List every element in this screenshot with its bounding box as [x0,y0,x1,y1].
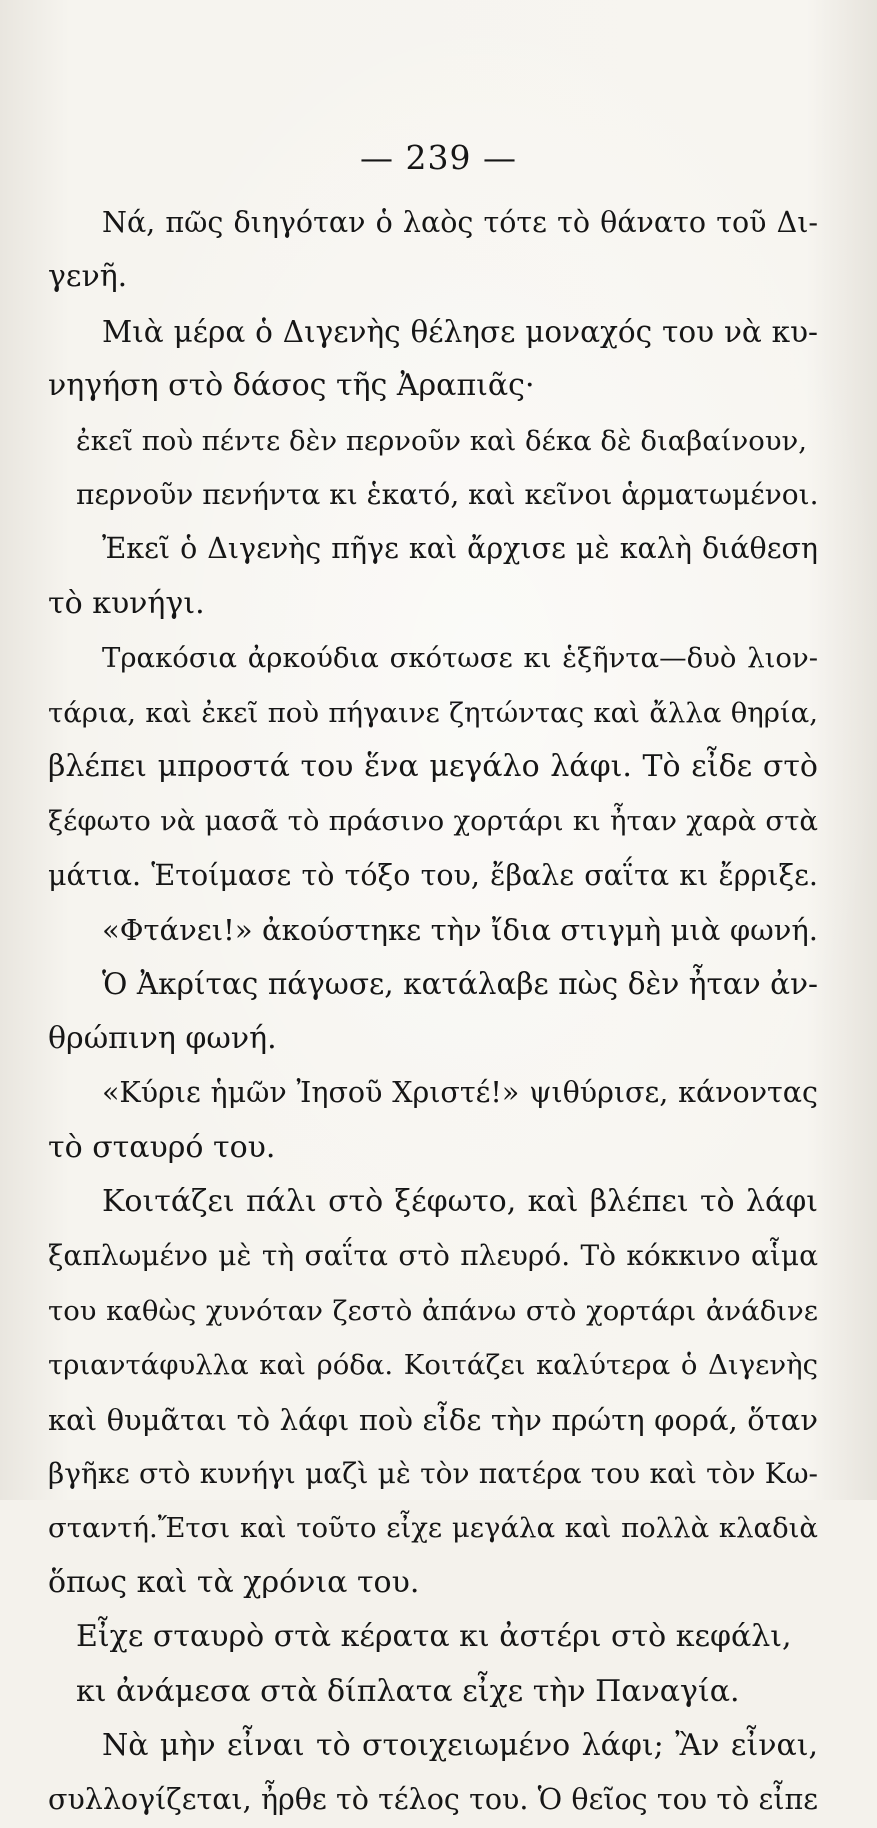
text-line: σταντή.Ἔτσι καὶ τοῦτο εἶχε μεγάλα καὶ πολλὰ κλαδιὰ [48,1512,818,1545]
text-line: νηγήση στὸ δάσος τῆς Ἀραπιᾶς· [48,368,535,404]
text-line: ὅπως καὶ τὰ χρόνια του. [48,1564,420,1600]
page-number: — 239 — [360,138,517,177]
text-line: κι ἀνάμεσα στὰ δίπλατα εἶχε τὴν Παναγία. [76,1673,740,1709]
text-line: Τρακόσια ἀρκούδια σκότωσε κι ἑξῆντα—δυὸ λιον- [102,642,818,675]
text-line: Κοιτάζει πάλι στὸ ξέφωτο, καὶ βλέπει τὸ λάφι [102,1184,818,1220]
text-line: Νὰ μὴν εἶναι τὸ στοιχειωμένο λάφι; Ἂν εἶναι, [102,1727,818,1763]
text-line: ξαπλωμένο μὲ τὴ σαΐτα στὸ πλευρό. Τὸ κόκκινο αἷμα [48,1239,818,1273]
text-line: περνοῦν πενήντα κι ἑκατό, καὶ κεῖνοι ἁρματωμένοι. [76,477,819,511]
text-line: συλλογίζεται, ἦρθε τὸ τέλος του. Ὁ θεῖος του τὸ εἶπε [48,1783,818,1817]
text-line: Εἶχε σταυρὸ στὰ κέρατα κι ἀστέρι στὸ κεφάλι, [76,1619,792,1655]
text-line: Μιὰ μέρα ὁ Διγενὴς θέλησε μοναχός του νὰ κυ- [102,314,818,349]
text-line: βλέπει μπροστά του ἕνα μεγάλο λάφι. Τὸ εἶδε στὸ [48,748,818,784]
text-line: βγῆκε στὸ κυνήγι μαζὶ μὲ τὸν πατέρα του καὶ τὸν Κω- [48,1456,818,1490]
text-line: τριαντάφυλλα καὶ ρόδα. Κοιτάζει καλύτερα ὁ Διγενὴς [48,1349,818,1382]
text-line: «Φτάνει!» ἀκούστηκε τὴν ἴδια στιγμὴ μιὰ φωνή. [102,913,818,948]
text-line: θρώπινη φωνή. [48,1020,277,1056]
text-line: ἐκεῖ ποὺ πέντε δὲν περνοῦν καὶ δέκα δὲ διαβαίνουν, [76,424,808,457]
text-line: τὸ σταυρό του. [48,1129,276,1165]
text-line: καὶ θυμᾶται τὸ λάφι ποὺ εἶδε τὴν πρώτη φορά, ὅταν [48,1402,818,1437]
text-line: Νά, πῶς διηγόταν ὁ λαὸς τότε τὸ θάνατο τοῦ Δι- [102,206,818,239]
text-line: μάτια. Ἑτοίμασε τὸ τόξο του, ἔβαλε σαΐτα κι ἔρριξε. [48,858,818,892]
text-line: «Κύριε ἡμῶν Ἰησοῦ Χριστέ!» ψιθύρισε, κάνοντας [102,1076,818,1110]
text-line: γενῆ. [48,259,128,295]
text-line: τάρια, καὶ ἐκεῖ ποὺ πήγαινε ζητώντας καὶ ἄλλα θηρία, [48,696,818,729]
text-line: τὸ κυνήγι. [48,585,205,621]
text-line: Ὁ Ἀκρίτας πάγωσε, κατάλαβε πὼς δὲν ἦταν ἀν- [102,967,818,1002]
text-line: ξέφωτο νὰ μασᾶ τὸ πράσινο χορτάρι κι ἦταν χαρὰ στὰ [48,805,818,838]
body-text [48,196,818,1828]
text-line: Ἐκεῖ ὁ Διγενὴς πῆγε καὶ ἄρχισε μὲ καλὴ διάθεση [102,532,818,566]
text-line: του καθὼς χυνόταν ζεστὸ ἀπάνω στὸ χορτάρι ἀνάδινε [48,1294,818,1327]
